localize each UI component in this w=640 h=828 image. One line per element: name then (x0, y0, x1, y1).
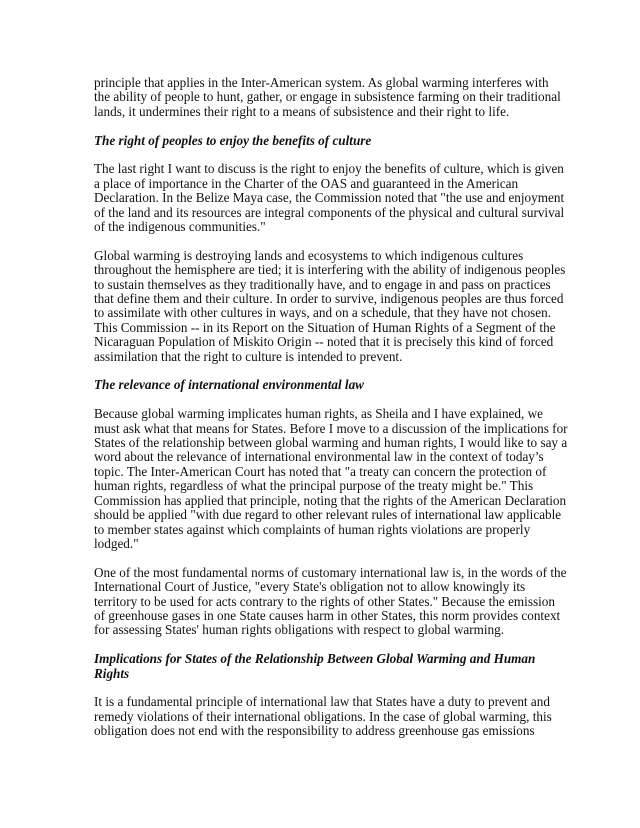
section-heading (94, 134, 564, 148)
text-line: that define them and their culture. In order to survive, indigenous peoples are thus forced (94, 291, 564, 307)
text-line: for assessing States' human rights obligations with respect to global warming. (94, 622, 505, 638)
text-line: to sustain themselves as they traditionally have, and to engage in and pass on practices (94, 276, 551, 292)
text-line: Commission has applied that principle, noting that the rights of the American Declaration (94, 492, 567, 508)
text-line: topic. The Inter-American Court has noted that "a treaty can concern the protection of (94, 463, 547, 479)
text-line: The right of peoples to enjoy the benefits of culture (94, 132, 372, 148)
text-line: Rights (94, 665, 130, 681)
text-line: of the land and its resources are integral components of the physical and cultural survival (94, 204, 565, 220)
text-line: remedy violations of their international obligations. In the case of global warming, this (94, 708, 552, 724)
paragraph (94, 406, 568, 551)
text-line: to assimilate with other cultures in ways, and on a schedule, that they have not chosen. (94, 305, 552, 321)
text-line: Global warming is destroying lands and ecosystems to which indigenous cultures (94, 247, 524, 263)
text-line: to member states against which complaints of human rights violations are properly (94, 521, 531, 537)
text-line: a place of importance in the Charter of the OAS and guaranteed in the American (94, 175, 519, 191)
section-heading (94, 652, 564, 681)
document-page (94, 75, 568, 753)
text-line: International Court of Justice, "every State's obligation not to allow knowingly its (94, 579, 526, 595)
text-line: human rights, regardless of what the principal purpose of the treaty might be." This (94, 478, 534, 494)
text-line: Declaration. In the Belize Maya case, the Commission noted that "the use and enjoyment (94, 190, 565, 206)
text-line: This Commission -- in its Report on the Situation of Human Rights of a Segment of the (94, 319, 556, 335)
text-line: lodged." (94, 535, 139, 551)
paragraph (94, 76, 564, 119)
text-line: word about the relevance of international environmental law in the context of today’s (94, 449, 544, 465)
text-line: obligation does not end with the responsibility to address greenhouse gas emissions (94, 723, 535, 739)
text-line: Implications for States of the Relationship Between Global Warming and Human (94, 651, 536, 667)
paragraph (94, 162, 564, 234)
text-line: It is a fundamental principle of international law that States have a duty to prevent and (94, 694, 550, 710)
text-line: Nicaraguan Population of Miskito Origin -- noted that it is precisely this kind of forced (94, 334, 554, 350)
text-line: assimilation that the right to culture is intended to prevent. (94, 348, 403, 364)
paragraph (94, 249, 564, 364)
section-heading (94, 378, 564, 392)
text-line: principle that applies in the Inter-American system. As global warming interferes with (94, 75, 549, 90)
paragraph (94, 695, 564, 738)
text-line: of the indigenous communities." (94, 219, 266, 235)
text-line: The last right I want to discuss is the right to enjoy the benefits of culture, which is given (94, 161, 564, 177)
text-line: Because global warming implicates human rights, as Sheila and I have explained, we (94, 406, 543, 422)
text-line: must ask what that means for States. Before I move to a discussion of the implications for (94, 420, 568, 436)
text-line: The relevance of international environmental law (94, 377, 364, 393)
text-line: One of the most fundamental norms of customary international law is, in the words of the (94, 564, 567, 580)
paragraph (94, 564, 567, 638)
text-line: lands, it undermines their right to a means of subsistence and their right to life. (94, 103, 510, 119)
text-line: territory to be used for acts contrary to the rights of other States." Because the emission (94, 593, 555, 609)
text-line: the ability of people to hunt, gather, or engage in subsistence farming on their traditional (94, 89, 561, 105)
text-line: should be applied "with due regard to other relevant rules of international law applicable (94, 507, 562, 523)
text-line: throughout the hemisphere are tied; it is interfering with the ability of indigenous peoples (94, 262, 566, 278)
text-line: of greenhouse gases in one State causes harm in other States, this norm provides context (94, 607, 561, 623)
text-line: States of the relationship between global warming and human rights, I would like to say a (94, 435, 568, 451)
